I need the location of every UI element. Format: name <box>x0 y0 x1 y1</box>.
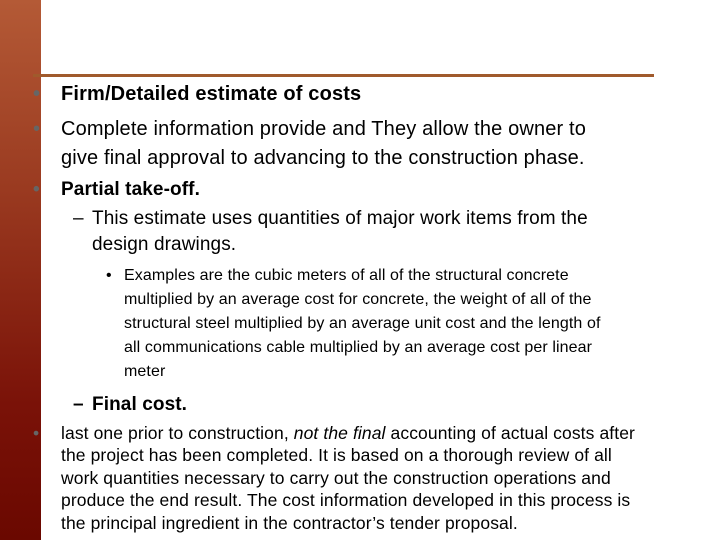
bullet-marker: • <box>33 423 40 443</box>
bullet-text-line-1 <box>61 422 635 444</box>
dash-marker: – <box>73 208 84 229</box>
example-text-line-5: meter <box>124 363 166 380</box>
bullet-text: Firm/Detailed estimate of costs <box>61 83 362 105</box>
bullet-text-line-4: produce the end result. The cost information developed in this process is <box>61 490 631 511</box>
bullet-text-line-2: the project has been completed. It is based on a thorough review of all <box>61 445 612 466</box>
bullet-marker: • <box>33 118 41 140</box>
example-text-line-3: structural steel multiplied by an average unit cost and the length of <box>124 315 601 332</box>
text-segment: last one prior to construction, <box>61 423 294 443</box>
subbullet-text: Final cost. <box>92 394 188 415</box>
bullet-text-line-3: work quantities necessary to carry out the construction operations and <box>61 467 611 488</box>
example-text-line-2: multiplied by an average cost for concrete, the weight of all of the <box>124 291 592 308</box>
bullet-text-line-5: the principal ingredient in the contractor’s tender proposal. <box>61 512 518 533</box>
bullet-text-line-1: Complete information provide and They allow the owner to <box>61 118 586 140</box>
bullet-marker: • <box>33 83 41 105</box>
bullet-text: Partial take-off. <box>61 179 200 200</box>
emphasis-text: not the final <box>293 423 386 443</box>
subbullet-text-line-2: design drawings. <box>92 234 237 255</box>
example-text-line-1: Examples are the cubic meters of all of the structural concrete <box>124 267 569 284</box>
bullet-marker: • <box>106 267 112 284</box>
bullet-marker: • <box>33 179 40 200</box>
text-segment: accounting of actual costs after <box>385 423 635 443</box>
bullet-text-line-2: give final approval to advancing to the construction phase. <box>61 147 585 169</box>
example-text-line-4: all communications cable multiplied by an average cost per linear <box>124 339 593 356</box>
dash-marker: – <box>73 394 84 415</box>
subbullet-text-line-1: This estimate uses quantities of major work items from the <box>92 208 588 229</box>
